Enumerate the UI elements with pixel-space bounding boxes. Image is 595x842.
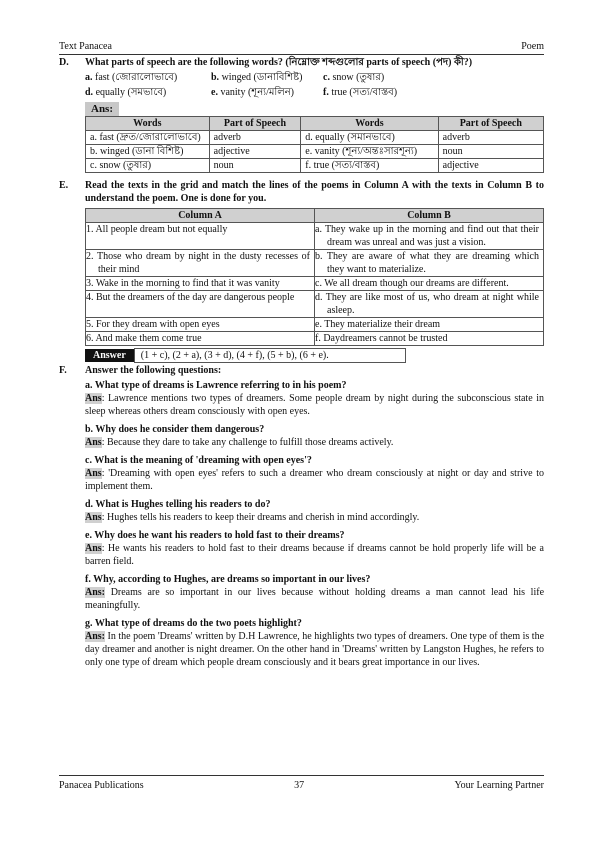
question-text: What parts of speech are the following words? (নিম্নোক্ত শব্দগুলোর parts of speech (পদ) কী?)	[85, 57, 473, 68]
table-row: c. snow (তুষার) noun f. true (সত্য/বাস্তব) adjective	[86, 159, 544, 173]
table-row: 3. Wake in the morning to find that it was vanity c. We all dream though our dreams are different.	[86, 277, 544, 291]
table-row: 5. For they dream with open eyes e. They materialize their dream	[86, 318, 544, 332]
answer: Ans: Dreams are so important in our lives because without holding dreams a man cannot lead his life meaningfully.	[85, 587, 545, 612]
section-title: Answer the following questions:	[85, 365, 222, 377]
page-header	[59, 40, 544, 55]
question: a. What type of dreams is Lawrence referring to in his poem?	[85, 380, 347, 392]
answer: Ans: Lawrence mentions two types of dreamers. Some people dream by night during the subconscious state in sleep whereas others dream consciously with open eyes.	[85, 393, 544, 418]
word-item: f. true (সত্য/বাস্তব)	[323, 87, 398, 98]
header-right: Poem	[521, 41, 544, 52]
answer: Ans: He wants his readers to hold fast to their dreams because if dreams cannot be hold properly life will be a barren field.	[85, 543, 544, 568]
question: e. Why does he want his readers to hold fast to their dreams?	[85, 530, 345, 542]
section-letter: F.	[59, 365, 67, 377]
word-list	[85, 71, 544, 173]
word-item: a. fast (জোরালোভাবে)	[85, 72, 178, 83]
question: c. What is the meaning of 'dreaming with open eyes'?	[85, 455, 312, 467]
content	[59, 56, 544, 669]
page-footer	[59, 775, 544, 792]
table-row: a. fast (দ্রুত/জোরালোভাবে) adverb d. equally (সমানভাবে) adverb	[86, 131, 544, 145]
section-f-title	[59, 364, 544, 377]
section-letter: D.	[59, 57, 69, 68]
table-row: 4. But the dreamers of the day are dangerous people d. They are like most of us, who dream at night while asleep.	[86, 291, 544, 318]
word-item: b. winged (ডানাবিশিষ্ট)	[211, 72, 303, 83]
answer-line	[85, 348, 544, 363]
answer: Ans: In the poem 'Dreams' written by D.H Lawrence, he highlights two types of dreamers. One type of them is the day dreamer and another is night dreamer. On the other hand in 'Dreams' written by Langston Hughes, he refers to only one type of dream which people dream consciously and it bears great importance in our lives.	[85, 631, 545, 669]
matching-table	[85, 208, 544, 346]
col-header: Column A	[86, 209, 315, 223]
page-number: 37	[294, 780, 305, 791]
header-left: Text Panacea	[59, 41, 112, 52]
answer-value: (1 + c), (2 + a), (3 + d), (4 + f), (5 + b), (6 + e).	[134, 348, 406, 363]
question-text: Read the texts in the grid and match the lines of the poems in Column A with the texts in Column B to understand the poem. One is done for you.	[85, 180, 544, 205]
answer: Ans: Because they dare to take any challenge to fulfill those dreams actively.	[85, 437, 394, 449]
section-e-question	[59, 179, 544, 205]
section-d-question	[59, 56, 544, 69]
question: d. What is Hughes telling his readers to do?	[85, 499, 271, 511]
ans-label: Ans:	[85, 102, 119, 116]
col-header: Words	[86, 117, 210, 131]
table-row: b. winged (ডানা বিশিষ্ট) adjective e. vanity (শূন্য/অন্তঃসারশূন্য) noun	[86, 145, 544, 159]
answer: Ans: 'Dreaming with open eyes' refers to such a dreamer who dream consciously at night or day and strive to implement them.	[85, 468, 544, 493]
table-row: 6. And make them come true f. Daydreamers cannot be trusted	[86, 332, 544, 346]
word-item: c. snow (তুষার)	[323, 72, 385, 83]
word-item: d. equally (সমভাবে)	[85, 87, 167, 98]
section-letter: E.	[59, 180, 69, 192]
table-row: 2. Those who dream by night in the dusty recesses of their mind b. They are aware of what they are dreaming which they want to materialize.	[86, 250, 544, 277]
parts-of-speech-table	[85, 116, 544, 173]
col-header: Part of Speech	[209, 117, 301, 131]
footer-right: Your Learning Partner	[454, 780, 544, 791]
matching-block	[85, 208, 544, 363]
table-row: 1. All people dream but not equally a. They wake up in the morning and find out that their dream was unreal and was just a vision.	[86, 223, 544, 250]
col-header: Part of Speech	[438, 117, 543, 131]
question: g. What type of dreams do the two poets highlight?	[85, 618, 302, 630]
footer-left: Panacea Publications	[59, 780, 144, 791]
answer-label: Answer	[85, 349, 134, 362]
col-header: Column B	[315, 209, 544, 223]
question: f. Why, according to Hughes, are dreams so important in our lives?	[85, 574, 371, 586]
word-item: e. vanity (শূন্য/মলিন)	[211, 87, 295, 98]
answer: Ans: Hughes tells his readers to keep their dreams and cherish in mind accordingly.	[85, 512, 420, 524]
qa-list	[85, 379, 544, 669]
col-header: Words	[301, 117, 438, 131]
question: b. Why does he consider them dangerous?	[85, 424, 265, 436]
